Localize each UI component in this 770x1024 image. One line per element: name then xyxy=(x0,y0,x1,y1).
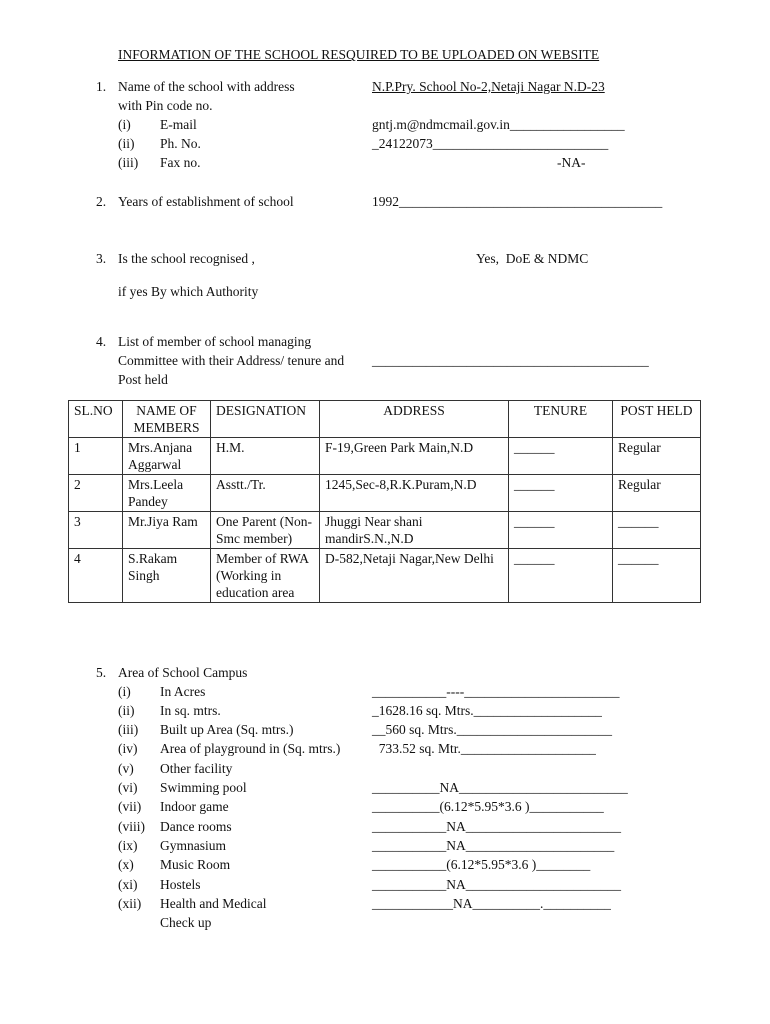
area-value: 733.52 sq. Mtr.____________________ xyxy=(372,741,596,756)
table-row xyxy=(69,475,701,512)
cell-name: Mrs.Anjana Aggarwal xyxy=(123,438,211,475)
item-label: List of member of school managing xyxy=(118,334,312,349)
sub-index: (iv) xyxy=(118,741,138,756)
sub-index: (iii) xyxy=(118,155,139,170)
cell-tenure: ______ xyxy=(509,438,613,475)
sub-index: (ix) xyxy=(118,838,138,853)
area-label: In sq. mtrs. xyxy=(160,703,221,718)
area-label: Area of playground in (Sq. mtrs.) xyxy=(160,741,341,756)
cell-designation: Asstt./Tr. xyxy=(211,475,320,512)
email-label: E-mail xyxy=(160,117,197,132)
table-row xyxy=(69,438,701,475)
cell-post: Regular xyxy=(613,438,701,475)
item-label: Post held xyxy=(118,372,168,387)
item-label: Name of the school with address xyxy=(118,79,295,94)
area-label: Other facility xyxy=(160,761,233,776)
area-value: _1628.16 sq. Mtrs.___________________ xyxy=(372,703,602,718)
area-value: __560 sq. Mtrs._______________________ xyxy=(372,722,613,737)
cell-slno: 3 xyxy=(69,512,123,549)
cell-name: Mrs.Leela Pandey xyxy=(123,475,211,512)
item-number: 2. xyxy=(96,194,107,209)
cell-slno: 4 xyxy=(69,549,123,603)
sub-index: (v) xyxy=(118,761,134,776)
sub-index: (x) xyxy=(118,857,134,872)
committee-value: _________________________________________ xyxy=(372,353,649,368)
school-name-value: N.P.Pry. School No-2,Netaji Nagar N.D-23 xyxy=(372,79,605,94)
sub-index: (i) xyxy=(118,684,131,699)
area-label: Music Room xyxy=(160,857,231,872)
item-number: 4. xyxy=(96,334,107,349)
sub-index: (i) xyxy=(118,117,131,132)
header-name: NAME OF MEMBERS xyxy=(123,401,211,438)
cell-designation: Member of RWA (Working in education area xyxy=(211,549,320,603)
header-address: ADDRESS xyxy=(320,401,509,438)
cell-tenure: ______ xyxy=(509,475,613,512)
item-label: with Pin code no. xyxy=(118,98,213,113)
email-value: gntj.m@ndmcmail.gov.in_________________ xyxy=(372,117,625,132)
area-label: Dance rooms xyxy=(160,819,232,834)
cell-address: F-19,Green Park Main,N.D xyxy=(320,438,509,475)
cell-name: Mr.Jiya Ram xyxy=(123,512,211,549)
fax-label: Fax no. xyxy=(160,155,201,170)
table-row xyxy=(69,512,701,549)
sub-index: (xii) xyxy=(118,896,142,911)
recognition-value: Yes, DoE & NDMC xyxy=(476,251,589,266)
area-label: Health and Medical xyxy=(160,896,267,911)
area-value: ___________NA______________________ xyxy=(372,838,615,853)
area-label: Gymnasium xyxy=(160,838,226,853)
item-label: if yes By which Authority xyxy=(118,284,259,299)
cell-address: D-582,Netaji Nagar,New Delhi xyxy=(320,549,509,603)
area-value: ___________----_______________________ xyxy=(372,684,620,699)
phone-value: _24122073__________________________ xyxy=(372,136,609,151)
cell-post: ______ xyxy=(613,512,701,549)
header-designation: DESIGNATION xyxy=(211,401,320,438)
cell-slno: 2 xyxy=(69,475,123,512)
establishment-year-value: 1992_______________________________________ xyxy=(372,194,663,209)
table-row xyxy=(69,549,701,603)
sub-index: (vii) xyxy=(118,799,142,814)
cell-slno: 1 xyxy=(69,438,123,475)
item-number: 3. xyxy=(96,251,107,266)
area-value: ___________NA_______________________ xyxy=(372,819,621,834)
area-label: Hostels xyxy=(160,877,201,892)
cell-post: Regular xyxy=(613,475,701,512)
page-title: INFORMATION OF THE SCHOOL RESQUIRED TO BE UPLOADED ON WEBSITE xyxy=(118,47,600,62)
header-post: POST HELD xyxy=(613,401,701,438)
sub-index: (viii) xyxy=(118,819,145,834)
cell-address: 1245,Sec-8,R.K.Puram,N.D xyxy=(320,475,509,512)
sub-index: (iii) xyxy=(118,722,139,737)
area-value: ___________(6.12*5.95*3.6 )________ xyxy=(372,857,591,872)
area-label: Built up Area (Sq. mtrs.) xyxy=(160,722,294,737)
cell-designation: H.M. xyxy=(211,438,320,475)
area-value: __________(6.12*5.95*3.6 )___________ xyxy=(372,799,604,814)
area-label: In Acres xyxy=(160,684,206,699)
sub-index: (ii) xyxy=(118,703,135,718)
item-label: Years of establishment of school xyxy=(118,194,294,209)
item-number: 5. xyxy=(96,665,107,680)
sub-index: (xi) xyxy=(118,877,138,892)
table-header-row xyxy=(69,401,701,438)
cell-designation: One Parent (Non-Smc member) xyxy=(211,512,320,549)
area-value: ___________NA_______________________ xyxy=(372,877,621,892)
item-label: Committee with their Address/ tenure and xyxy=(118,353,345,368)
area-value: ____________NA__________.__________ xyxy=(372,896,611,911)
members-table xyxy=(68,400,701,603)
phone-label: Ph. No. xyxy=(160,136,201,151)
fax-value: -NA- xyxy=(557,155,586,170)
cell-tenure: ______ xyxy=(509,549,613,603)
sub-index: (ii) xyxy=(118,136,135,151)
area-label: Indoor game xyxy=(160,799,229,814)
area-value: __________NA_________________________ xyxy=(372,780,628,795)
header-slno: SL.NO xyxy=(69,401,123,438)
header-tenure: TENURE xyxy=(509,401,613,438)
cell-name: S.Rakam Singh xyxy=(123,549,211,603)
cell-tenure: ______ xyxy=(509,512,613,549)
cell-post: ______ xyxy=(613,549,701,603)
item-label: Area of School Campus xyxy=(118,665,248,680)
area-label: Swimming pool xyxy=(160,780,247,795)
cell-address: Jhuggi Near shani mandirS.N.,N.D xyxy=(320,512,509,549)
area-label: Check up xyxy=(160,915,212,930)
item-label: Is the school recognised , xyxy=(118,251,255,266)
item-number: 1. xyxy=(96,79,107,94)
sub-index: (vi) xyxy=(118,780,138,795)
